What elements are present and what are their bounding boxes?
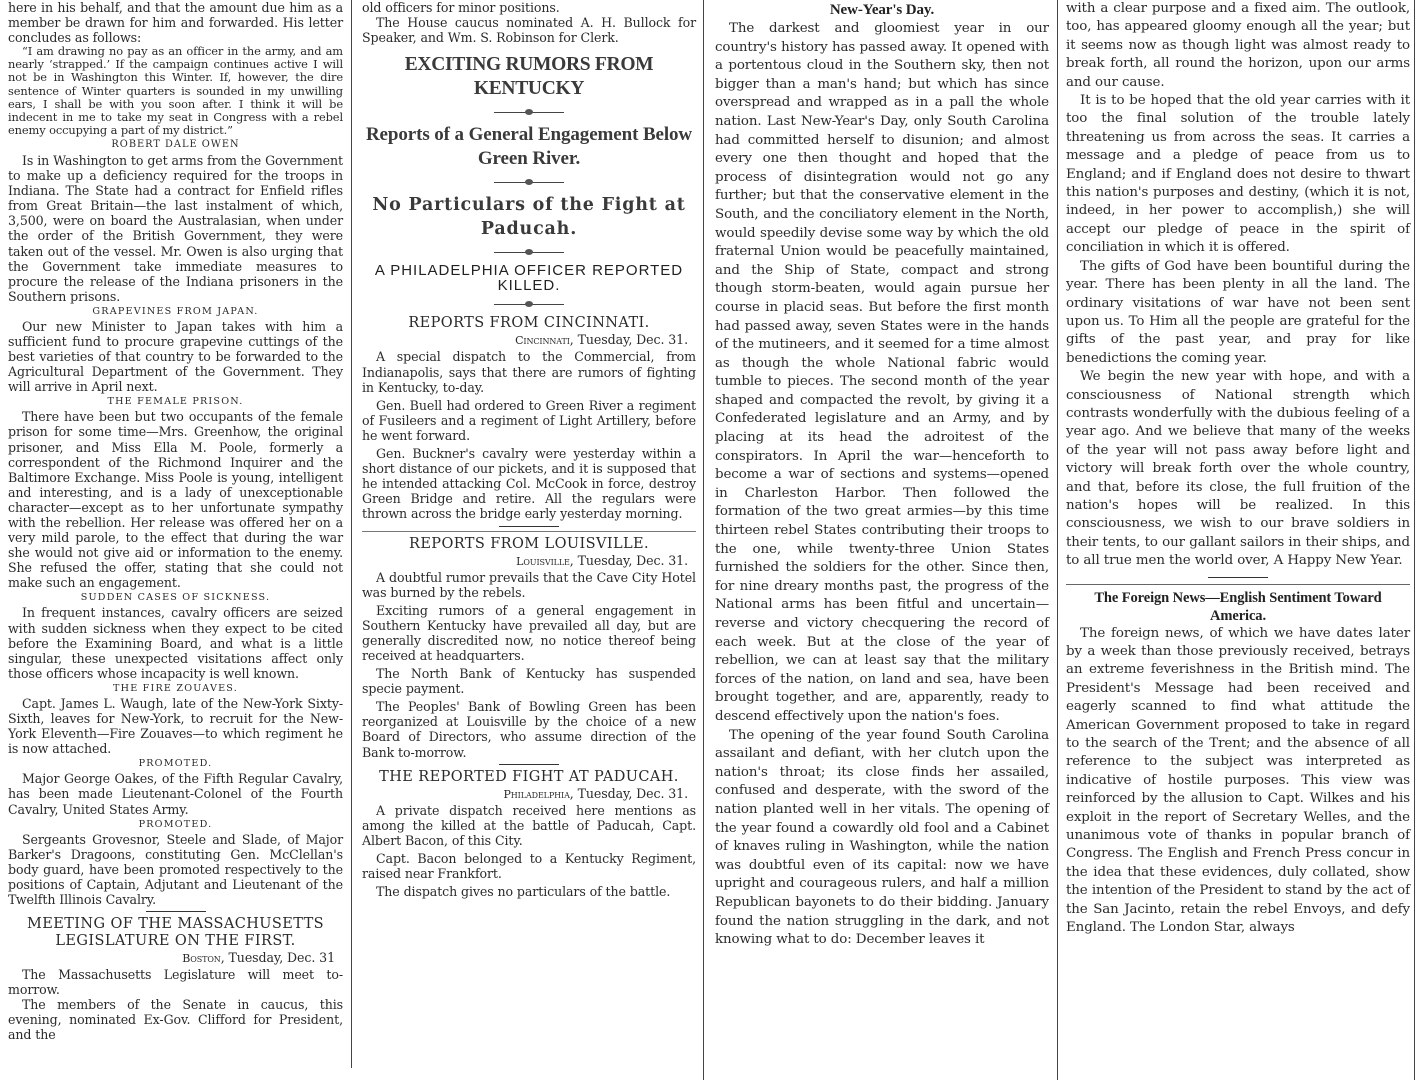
divider-rule [1208, 577, 1268, 578]
continuation-text: old officers for minor positions. [362, 0, 560, 15]
deck-general-engagement: Reports of a General Engagement Below Green River. [365, 124, 693, 170]
article-paragraph: The North Bank of Kentucky has suspended specie payment. [362, 666, 696, 697]
column-4 [1066, 0, 1410, 938]
editorial-paragraph: The darkest and gloomiest year in our country's history has passed away. It opened with a portentous cloud in the Southern sky, then not bigger than a man's hand; but which has since overspread and wrapped as in a pall the whole nation. Last New-Year's Day, only South Carolina had committed herself to disunion; and almost every one then thought and hoped that the process of disintegration would not go any further; but that the conservative element in the South, and the conciliatory element in the North, would speedily devise some way by which the old fraternal Union would be peacefully maintained, and the Ship of State, compact and strong though storm-beaten, would again pursue her course in placid seas. But before the first month had passed away, seven States were in the hands of the mutineers, and it seemed for a time almost as though the whole National fabric would tumble to pieces. The second month of the year shaped and compacted the revolt, by giving it a Confederated legislature and an Army, and by placing at its head the adroitest of the conspirators. In April the war—henceforth to become a war of sections and systems—opened in Charleston Harbor. Then followed the formation of the two great armies—by this time thirteen rebel States contributing their troops to the one, while twenty-three Union States furnished the soldiers for the other. Since then, for nine dreary months past, the progress of the National arms has been fitful and uncertain—reverse and victory checquering the record of each week. But at the close of the year of rebellion, we can at least say that the military forces of the nation, on land and sea, have been brought together, and are, apparently, ready to descend effectively upon the nation's foes. [715, 21, 1049, 724]
editorial-title-new-years-day: New-Year's Day. [829, 2, 935, 18]
section-heading: SUDDEN CASES OF SICKNESS. [80, 592, 271, 604]
ornamental-divider [494, 301, 564, 307]
section-heading: PROMOTED. [138, 758, 213, 770]
headline-exciting-rumors: EXCITING RUMORS FROM KENTUCKY [404, 54, 654, 100]
deck-paducah: No Particulars of the Fight at Paducah. [372, 195, 686, 240]
editorial-paragraph: The opening of the year found South Carolina assailant and defiant, with her clutch upon the nation's throat; its close finds her assailed, confused and desperate, with the sword of the nation planted well in her vitals. The opening of the year found a cowardly old fool and a Cabinet of knaves ruling in Washington, while the nation was doubtful even of its capital: now we have upright and courageous rulers, and half a million Republican bayonets to do their bidding. January found the nation struggling in the dark, and not knowing what to do: December leaves it [715, 727, 1049, 948]
column-rule-4 [1414, 0, 1415, 1080]
article-paragraph: Gen. Buell had ordered to Green River a regiment of Fusileers and a regiment of Light Artillery, before he went forward. [362, 397, 696, 443]
dateline-place: Cincinnati [515, 334, 570, 348]
article-paragraph: The Massachusetts Legislature will meet to-morrow. [8, 967, 343, 998]
section-body: Major George Oakes, of the Fifth Regular Cavalry, has been made Lieutenant-Colonel of the Fourth Cavalry, United States Army. [8, 771, 343, 817]
section-robert-dale-owen [8, 137, 343, 304]
dateline-place: Philadelphia [503, 787, 570, 801]
article-louisville [362, 531, 696, 760]
dateline [362, 553, 696, 570]
section-heading: THE FIRE ZOUAVES. [113, 682, 238, 694]
dateline-date: , Tuesday, Dec. 31. [569, 332, 688, 348]
dateline-date: , Tuesday, Dec. 31. [569, 785, 688, 801]
divider-rule [146, 911, 206, 912]
article-headline: REPORTS FROM LOUISVILLE. [409, 535, 649, 552]
section-body: Sergeants Grovesnor, Steele and Slade, of Major Barker's Dragoons, constituting Gen. McClellan's body guard, have been promoted respectively to the positions of Captain, Adjutant and Lieutenant of the Twelfth Illinois Cavalry. [8, 831, 343, 907]
article-headline: MEETING OF THE MASSACHUSETTS LEGISLATURE ON THE FIRST. [27, 916, 324, 950]
section-body: In frequent instances, cavalry officers are seized with sudden sickness when they expect to be cited before the Examining Board, and what is a little singular, these unexpected visitations affect only those officers whose incapacity is well known. [8, 605, 343, 681]
section-promoted-oakes [8, 757, 343, 816]
column-1 [8, 0, 343, 1043]
section-body: Capt. James L. Waugh, late of the New-York Sixty-Sixth, leaves for New-York, to recruit for the New-York Eleventh—Fire Zouaves—to which regiment he is now attached. [8, 695, 343, 757]
article-headline: REPORTS FROM CINCINNATI. [408, 315, 650, 332]
section-sudden-cases-of-sickness [8, 591, 343, 680]
divider-rule [499, 764, 559, 765]
owen-letter-quote: “I am drawing no pay as an officer in the army, and am nearly ‘strapped.’ If the campaign continues active I will not be in Washington this Winter. If, however, the dire sentence of Winter quarters is sounded in my unwilling ears, I shall be with you soon after. I think it will be indecent in me to take my seat in Congress with a rebel enemy occupying a part of my district.” [8, 44, 343, 137]
editorial-paragraph: It is to be hoped that the old year carries with it too the final solution of the trouble lately threatening us from across the seas. It carries a message and a pledge of peace from us to England; and if England does not desire to thwart this nation's purposes and destiny, (which it is not, indeed, in her power to accomplish,) she will accept our pledge of peace in the spirit of conciliation in which it is offered. [1066, 93, 1410, 256]
article-paragraph: The foreign news, of which we have dates later by a week than those previously received, betrays an extreme feverishness in the British mind. The President's Message had been received and eagerly scanned to find what attitude the American Government proposed to take in regard to the search of the Trent; and the absence of all reference to the subject was interpreted as indicative of hostile purposes. This view was reinforced by the allusion to Capt. Wilkes and his exploit in the report of Secretary Welles, and the unanimous vote of thanks in popular branch of Congress. The English and French Press concur in the idea that these evidences, duly collated, show the intention of the President to stand by the act of the San Jacinto, retain the rebel Envoys, and defy England. The London Star, always [1066, 625, 1410, 936]
ornamental-divider [494, 109, 564, 115]
continuation-text: The House caucus nominated A. H. Bullock for Speaker, and Wm. S. Robinson for Clerk. [362, 15, 696, 46]
column-rule-1 [351, 0, 352, 1068]
section-promoted-sergeants [8, 818, 343, 907]
column1-opening-text: here in his behalf, and that the amount due him as a member be drawn for him and forwarded. His letter concludes as follows: [8, 0, 343, 46]
article-headline: THE REPORTED FIGHT AT PADUCAH. [379, 768, 679, 785]
section-heading: THE FEMALE PRISON. [107, 396, 244, 408]
dateline [362, 332, 696, 349]
section-female-prison [8, 395, 343, 590]
article-paragraph: Gen. Buckner's cavalry were yesterday within a short distance of our pickets, and it is supposed that he intended attacking Col. McCook in force, destroy Green Bridge and retire. All the regulars were thrown across the bridge early yesterday morning. [362, 446, 696, 522]
section-heading: ROBERT DALE OWEN [111, 138, 240, 150]
article-paragraph: A doubtful rumor prevails that the Cave City Hotel was burned by the rebels. [362, 569, 696, 600]
column-2 [362, 0, 696, 899]
article-paragraph: Exciting rumors of a general engagement in Southern Kentucky have prevailed all day, but are generally discredited now, no notice thereof being received at headquarters. [362, 602, 696, 663]
column-rule-2 [703, 0, 704, 1080]
ornamental-divider [494, 249, 564, 255]
deck-philadelphia-officer: A PHILADELPHIA OFFICER REPORTED KILLED. [374, 262, 684, 295]
dateline-place: Louisville [516, 554, 570, 568]
article-paragraph: A special dispatch to the Commercial, from Indianapolis, says that there are rumors of fighting in Kentucky, to-day. [362, 349, 696, 395]
article-headline: The Foreign News—English Sentiment Toward America. [1094, 589, 1382, 624]
section-heading: PROMOTED. [138, 818, 213, 830]
article-paragraph: The members of the Senate in caucus, this evening, nominated Ex-Gov. Clifford for President, and the [8, 997, 343, 1043]
article-paragraph: A private dispatch received here mentions as among the killed at the battle of Paducah, Capt. Albert Bacon, of this City. [362, 802, 696, 848]
article-foreign-news [1066, 584, 1410, 938]
article-paragraph: The Peoples' Bank of Bowling Green has been reorganized at Louisville by the choice of a new Board of Directors, who assume direction of the Bank to-morrow. [362, 699, 696, 760]
article-cincinnati [362, 315, 696, 521]
divider-rule [499, 526, 559, 527]
dateline [362, 786, 696, 803]
section-body: Our new Minister to Japan takes with him a sufficient fund to procure grapevine cuttings of the best varieties of that country to be forwarded to the Agricultural Department of the Government. They will arrive in April next. [8, 318, 343, 395]
article-paragraph: The dispatch gives no particulars of the battle. [376, 884, 671, 900]
section-heading: GRAPEVINES FROM JAPAN. [92, 305, 259, 317]
editorial-paragraph: We begin the new year with hope, and with a consciousness of National strength which contrasts wonderfully with the dubious feeling of a year ago. And we believe that many of the weeks of the year will not pass away before light and victory will break forth over the whole country, and that, before its close, the full fruition of the nation's hopes will be realized. In this consciousness, we wish to our brave soldiers in their tents, to our gallant sailors in their ships, and to all true men the world over, A Happy New Year. [1066, 369, 1410, 569]
continuation-text: with a clear purpose and a fixed aim. The outlook, too, has appeared gloomy enough all the year; but it seems now as though light was almost ready to break forth, all round the horizon, upon our arms and our cause. [1066, 1, 1410, 90]
editorial-paragraph: The gifts of God have been bountiful during the year. There has been plenty in all the land. The ordinary visitations of war have not been sent upon us. To Him all the people are grateful for the gifts of the past year, and pray for like benedictions the coming year. [1066, 258, 1410, 366]
article-massachusetts-legislature [8, 916, 343, 1042]
article-paragraph: Capt. Bacon belonged to a Kentucky Regiment, raised near Frankfort. [362, 850, 696, 881]
section-body: Is in Washington to get arms from the Government to make up a deficiency required for the troops in Indiana. The State had a contract for Enfield rifles from Great Britain—the last instalment of which, 3,500, were on board the Australasian, when under the order of the British Government, they were taken out of the vessel. Mr. Owen is also urging that the Government take immediate measures to procure the release of the Indiana prisoners in the Southern prisons. [8, 152, 343, 304]
dateline-date: , Tuesday, Dec. 31. [569, 552, 688, 568]
section-body: There have been but two occupants of the female prison for some time—Mrs. Greenhow, the original prisoner, and Miss Ella M. Poole, formerly a correspondent of the Richmond Inquirer and the Baltimore Exchange. Miss Poole is young, intelligent and interesting, and is a lady of unexceptionable character—except as to her unfortunate sympathy with the rebellion. Her release was offered her on a very mild parole, to the effect that during the war she would not give aid or information to the enemy. She refused the offer, stating that she could not make such an engagement. [8, 409, 343, 591]
column-rule-3 [1057, 0, 1058, 1080]
dateline [8, 950, 343, 967]
section-fire-zouaves [8, 682, 343, 756]
section-grapevines-from-japan [8, 305, 343, 394]
dateline-date: , Tuesday, Dec. 31 [220, 950, 335, 966]
dateline-place: Boston [182, 952, 221, 966]
article-paducah-fight [362, 769, 696, 900]
ornamental-divider [494, 179, 564, 185]
column-3 [715, 0, 1049, 950]
